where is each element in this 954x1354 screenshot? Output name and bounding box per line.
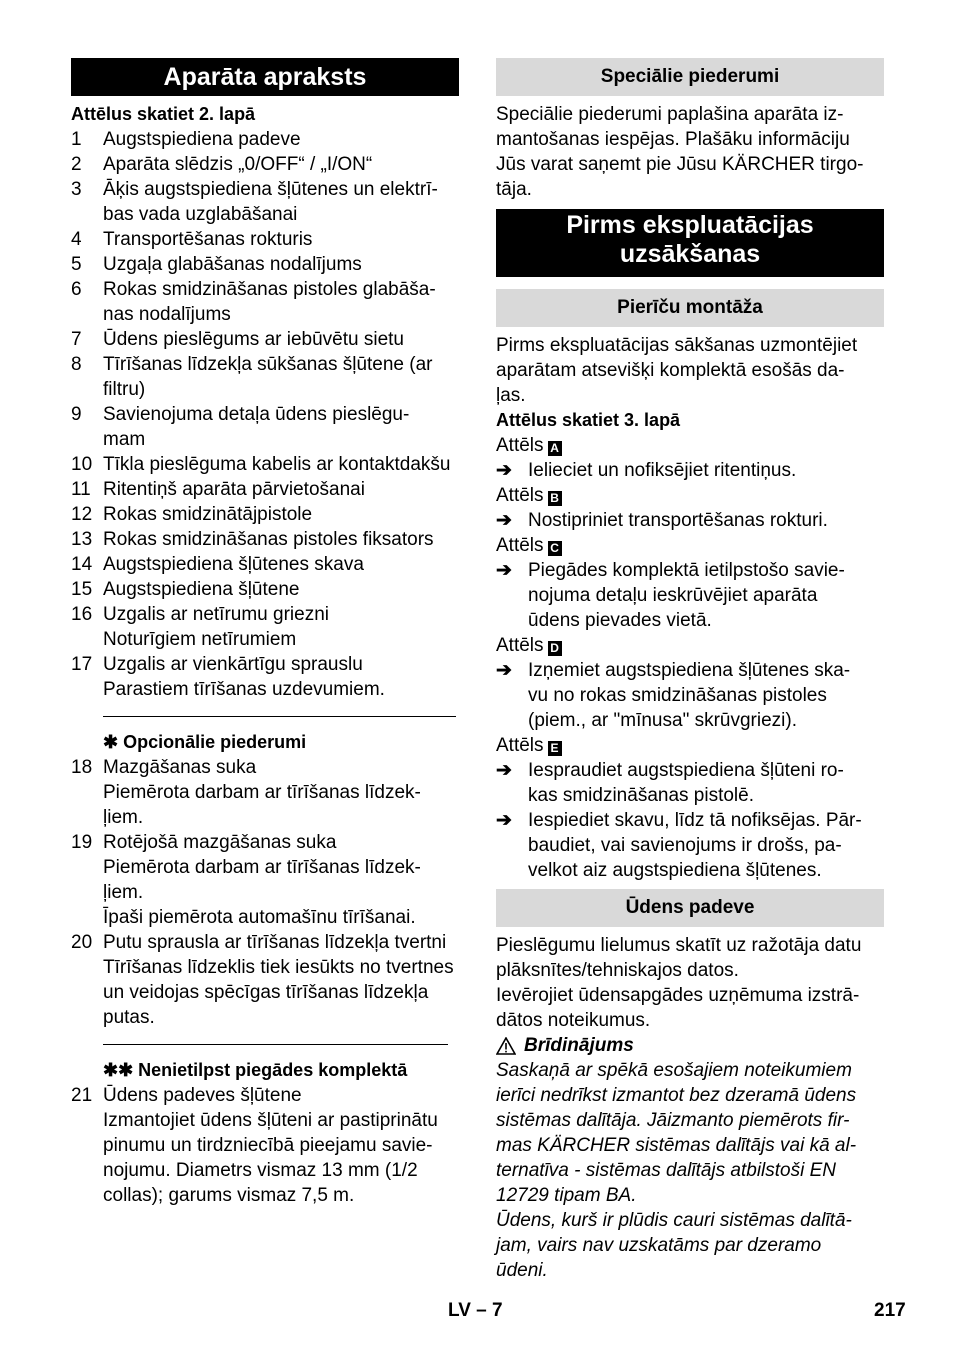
- item-line: un veidojas spēcīgas tīrīšanas līdzekļa: [103, 982, 429, 1003]
- figure-label: [496, 433, 884, 458]
- item-number: 21: [71, 1085, 93, 1106]
- item-line: nojumu. Diametrs vismaz 13 mm (1/2: [103, 1160, 418, 1181]
- not-included-heading: ✱✱ Nenietilpst piegādes komplektā: [103, 1060, 408, 1080]
- item-line: Rokas smidzināšanas pistoles fiksators: [103, 529, 434, 550]
- item-line: Putu sprausla ar tīrīšanas līdzekļa tvertni: [103, 932, 447, 953]
- step-line: Izņemiet augstspiediena šļūtenes ska-: [528, 660, 851, 681]
- figure-label: [496, 633, 884, 658]
- figure-word: Attēls: [496, 735, 544, 756]
- figure-label: [496, 483, 884, 508]
- figure-word: Attēls: [496, 435, 544, 456]
- item-line: Aparāta slēdzis „0/OFF“ / „I/ON“: [103, 154, 373, 175]
- item-line: collas); garums vismaz 7,5 m.: [103, 1185, 355, 1206]
- list-item: [71, 577, 459, 602]
- instruction-step: [496, 458, 884, 483]
- item-line: Piemērota darbam ar tīrīšanas līdzek-: [103, 857, 421, 878]
- item-line: Āķis augstspiediena šļūtenes un elektrī-: [103, 179, 438, 200]
- arrow-icon: ➔: [496, 560, 512, 581]
- step-text: [528, 658, 884, 733]
- item-number: 17: [71, 654, 93, 675]
- figure-word: Attēls: [496, 635, 544, 656]
- figure-letter-badge: B: [548, 491, 562, 506]
- item-text: [103, 452, 459, 477]
- section-title-assembly: Pierīču montāža: [496, 289, 884, 327]
- warning-text: [496, 1058, 884, 1283]
- item-number: 5: [71, 254, 82, 275]
- item-line: Tīrīšanas līdzeklis tiek iesūkts no tvertnes: [103, 957, 454, 978]
- item-number: 16: [71, 604, 93, 625]
- step-line: vu no rokas smidzināšanas pistoles: [528, 685, 827, 706]
- list-item: [71, 402, 459, 452]
- item-text: [103, 1083, 459, 1208]
- text-line: jam, vairs nav uzskatāms par dzeramo: [496, 1235, 822, 1256]
- footer-page-number: 217: [874, 1300, 906, 1321]
- warning-title: Brīdinājums: [524, 1035, 634, 1056]
- text-line: sistēmas dalītāja. Jāizmanto piemērots fir-: [496, 1110, 850, 1131]
- item-number: 7: [71, 329, 82, 350]
- step-line: ūdens pievades vietā.: [528, 610, 712, 631]
- item-line: Augstspiediena padeve: [103, 129, 301, 150]
- step-line: Piegādes komplektā ietilpstošo savie-: [528, 560, 845, 581]
- item-line: pinumu un tirdzniecībā pieejamu savie-: [103, 1135, 433, 1156]
- text-line: Saskaņā ar spēkā esošajiem noteikumiem: [496, 1060, 852, 1081]
- item-line: putas.: [103, 1007, 155, 1028]
- text-line: dātos noteikumus.: [496, 1010, 651, 1031]
- text-line: Ievērojiet ūdensapgādes uzņēmuma izstrā-: [496, 985, 860, 1006]
- item-text: [103, 652, 459, 702]
- list-item: [71, 830, 459, 930]
- item-number: 4: [71, 229, 82, 250]
- item-line: Uzgalis ar vienkārtīgu sprauslu: [103, 654, 363, 675]
- section-title-water-supply: Ūdens padeve: [496, 889, 884, 927]
- figure-reference: Attēlus skatiet 2. lapā: [71, 104, 256, 124]
- item-number: 18: [71, 757, 93, 778]
- list-item: [71, 930, 459, 1030]
- item-number: 11: [71, 479, 91, 500]
- step-line: Nostipriniet transportēšanas rokturi.: [528, 510, 828, 531]
- text-line: ūdeni.: [496, 1260, 548, 1281]
- item-number: 2: [71, 154, 82, 175]
- item-line: Rotējošā mazgāšanas suka: [103, 832, 337, 853]
- instruction-step: [496, 658, 884, 733]
- text-line: Pieslēgumu lielumus skatīt uz ražotāja datu: [496, 935, 862, 956]
- item-text: [103, 602, 459, 652]
- step-text: [528, 508, 884, 533]
- item-line: filtru): [103, 379, 146, 400]
- section-title-special-accessories: Speciālie piederumi: [496, 58, 884, 96]
- before-title-line-2: uzsākšanas: [619, 240, 761, 268]
- item-line: Tīrīšanas līdzekļa sūkšanas šļūtene (ar: [103, 354, 433, 375]
- text-line: ternatīva - sistēmas dalītājs atbilstoši EN: [496, 1160, 837, 1181]
- item-number: 20: [71, 932, 93, 953]
- item-line: Rokas smidzinātājpistole: [103, 504, 313, 525]
- list-item: [71, 755, 459, 830]
- list-item: [71, 352, 459, 402]
- text-line: plāksnītes/tehniskajos datos.: [496, 960, 739, 981]
- list-item: [71, 152, 459, 177]
- instruction-step: [496, 808, 884, 883]
- item-text: [103, 577, 459, 602]
- part-list: [71, 127, 459, 702]
- item-number: 8: [71, 354, 82, 375]
- step-line: baudiet, vai savienojums ir drošs, pa-: [528, 835, 842, 856]
- item-line: ļiem.: [103, 882, 144, 903]
- instruction-step: [496, 758, 884, 808]
- text-line: Pirms ekspluatācijas sākšanas uzmontējiet: [496, 335, 858, 356]
- item-number: 3: [71, 179, 82, 200]
- list-item: [71, 177, 459, 227]
- arrow-icon: ➔: [496, 660, 512, 681]
- arrow-icon: ➔: [496, 460, 512, 481]
- item-text: [103, 552, 459, 577]
- separator: [103, 716, 456, 717]
- figure-letter-badge: D: [548, 641, 562, 656]
- figure-letter-badge: A: [548, 441, 562, 456]
- step-text: [528, 458, 884, 483]
- text-line: ļas.: [496, 385, 526, 406]
- water-supply-text: [496, 933, 884, 1033]
- item-text: [103, 930, 459, 1030]
- item-line: Augstspiediena šļūtene: [103, 579, 300, 600]
- figure-letter-badge: E: [548, 741, 562, 756]
- warning-heading: [496, 1033, 884, 1058]
- step-text: [528, 558, 884, 633]
- item-line: Ūdens pieslēgums ar iebūvētu sietu: [103, 329, 405, 350]
- figure-label: [496, 733, 884, 758]
- step-line: Iespiediet skavu, līdz tā nofiksējas. Pār-: [528, 810, 862, 831]
- item-number: 1: [71, 129, 82, 150]
- list-item: [71, 127, 459, 152]
- footer-section-page: LV – 7: [448, 1300, 503, 1321]
- text-line: mas KÄRCHER sistēmas dalītājs vai kā al-: [496, 1135, 857, 1156]
- item-number: 12: [71, 504, 93, 525]
- item-number: 19: [71, 832, 93, 853]
- step-line: Iespraudiet augstspiediena šļūteni ro-: [528, 760, 844, 781]
- item-number: 6: [71, 279, 82, 300]
- text-line: 12729 tipam BA.: [496, 1185, 637, 1206]
- item-line: nas nodalījums: [103, 304, 231, 325]
- figure-word: Attēls: [496, 535, 544, 556]
- step-line: (piem., ar "mīnusa" skrūvgriezi).: [528, 710, 797, 731]
- list-item: [71, 227, 459, 252]
- item-line: Mazgāšanas suka: [103, 757, 257, 778]
- assembly-text: [496, 333, 884, 408]
- step-text: [528, 758, 884, 808]
- list-item: [71, 452, 459, 477]
- list-item: [71, 527, 459, 552]
- list-item: [71, 602, 459, 652]
- optional-accessories-heading: ✱ Opcionālie piederumi: [103, 732, 307, 752]
- list-item: [71, 252, 459, 277]
- item-number: 9: [71, 404, 82, 425]
- item-number: 15: [71, 579, 93, 600]
- figure-word: Attēls: [496, 485, 544, 506]
- item-text: [103, 830, 459, 930]
- item-text: [103, 477, 459, 502]
- item-number: 10: [71, 454, 93, 475]
- step-line: nojuma detaļu ieskrūvējiet aparāta: [528, 585, 818, 606]
- list-item: [71, 277, 459, 327]
- list-item: [71, 502, 459, 527]
- item-line: Noturīgiem netīrumiem: [103, 629, 297, 650]
- item-text: [103, 755, 459, 830]
- item-line: Tīkla pieslēguma kabelis ar kontaktdakšu: [103, 454, 451, 475]
- text-line: tāja.: [496, 179, 532, 200]
- item-text: [103, 527, 459, 552]
- before-title-line-1: Pirms ekspluatācijas: [566, 211, 814, 239]
- list-item: [71, 652, 459, 702]
- item-text: [103, 227, 459, 252]
- item-line: Savienojuma detaļa ūdens pieslēgu-: [103, 404, 410, 425]
- separator: [103, 1044, 448, 1045]
- optional-list: [71, 755, 459, 1030]
- item-line: Ritentiņš aparāta pārvietošanai: [103, 479, 365, 500]
- list-item: [71, 552, 459, 577]
- figure-letter-badge: C: [548, 541, 562, 556]
- item-text: [103, 127, 459, 152]
- arrow-icon: ➔: [496, 810, 512, 831]
- item-line: Izmantojiet ūdens šļūteni ar pastiprinātu: [103, 1110, 438, 1131]
- item-text: [103, 502, 459, 527]
- right-column: [496, 58, 884, 1283]
- text-line: Speciālie piederumi paplašina aparāta iz-: [496, 104, 844, 125]
- special-accessories-text: [496, 102, 884, 202]
- text-line: Jūs varat saņemt pie Jūsu KÄRCHER tirgo-: [496, 154, 864, 175]
- item-line: Īpaši piemērota automašīnu tīrīšanai.: [103, 907, 416, 928]
- item-text: [103, 402, 459, 452]
- text-line: Ūdens, kurš ir plūdis cauri sistēmas dalītā-: [496, 1210, 852, 1231]
- step-line: kas smidzināšanas pistolē.: [528, 785, 754, 806]
- instruction-step: [496, 508, 884, 533]
- arrow-icon: ➔: [496, 760, 512, 781]
- section-title-before-operation: [496, 209, 884, 277]
- item-text: [103, 177, 459, 227]
- figure-label: [496, 533, 884, 558]
- item-line: Ūdens padeves šļūtene: [103, 1085, 302, 1106]
- text-line: ierīci nedrīkst izmantot bez dzeramā ūdens: [496, 1085, 857, 1106]
- warning-triangle-icon: [496, 1037, 516, 1055]
- step-line: velkot aiz augstspiediena šļūtenes.: [528, 860, 822, 881]
- step-line: Ielieciet un nofiksējiet ritentiņus.: [528, 460, 797, 481]
- section-title-device-description: Aparāta apraksts: [71, 58, 459, 96]
- item-line: Uzgaļa glabāšanas nodalījums: [103, 254, 362, 275]
- item-number: 13: [71, 529, 93, 550]
- item-number: 14: [71, 554, 93, 575]
- item-line: Parastiem tīrīšanas uzdevumiem.: [103, 679, 385, 700]
- text-line: aparātam atsevišķi komplektā esošās da-: [496, 360, 845, 381]
- figure-reference: Attēlus skatiet 3. lapā: [496, 410, 681, 430]
- arrow-icon: ➔: [496, 510, 512, 531]
- item-line: Rokas smidzināšanas pistoles glabāša-: [103, 279, 436, 300]
- item-text: [103, 327, 459, 352]
- list-item: [71, 327, 459, 352]
- list-item: [71, 1083, 459, 1208]
- item-text: [103, 352, 459, 402]
- item-line: bas vada uzglabāšanai: [103, 204, 298, 225]
- item-line: Piemērota darbam ar tīrīšanas līdzek-: [103, 782, 421, 803]
- step-text: [528, 808, 884, 883]
- item-text: [103, 252, 459, 277]
- left-column: [71, 58, 459, 1208]
- item-line: Transportēšanas rokturis: [103, 229, 313, 250]
- item-line: Uzgalis ar netīrumu griezni: [103, 604, 329, 625]
- list-item: [71, 477, 459, 502]
- instruction-step: [496, 558, 884, 633]
- item-line: ļiem.: [103, 807, 144, 828]
- figure-steps: [496, 433, 884, 883]
- item-text: [103, 277, 459, 327]
- item-line: Augstspiediena šļūtenes skava: [103, 554, 364, 575]
- item-text: [103, 152, 459, 177]
- not-included-list: [71, 1083, 459, 1208]
- item-line: mam: [103, 429, 146, 450]
- text-line: mantošanas iespējas. Plašāku informāciju: [496, 129, 850, 150]
